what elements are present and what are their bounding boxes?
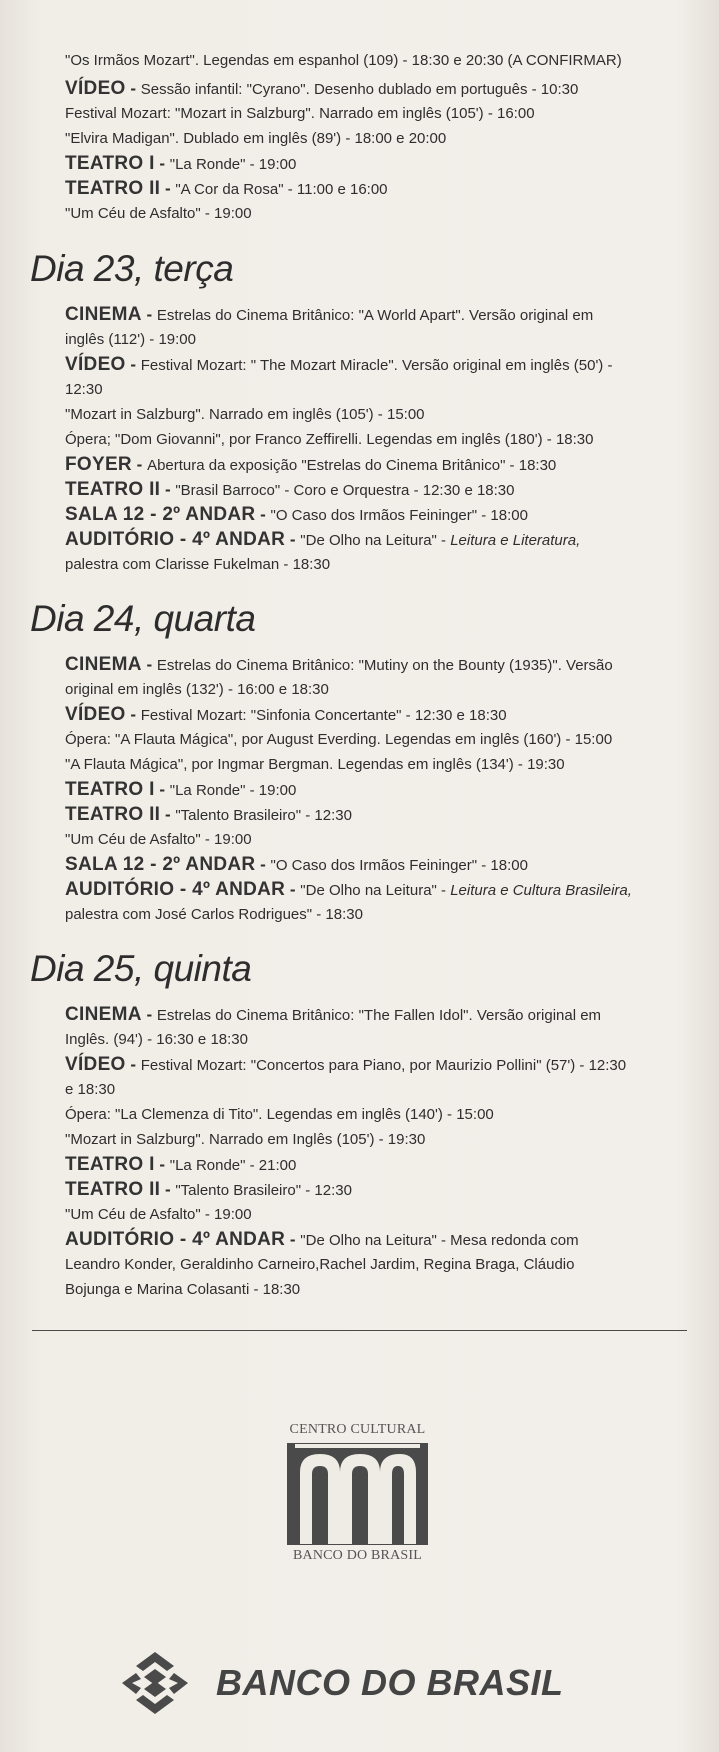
venue-heading: SALA 12 - 2º ANDAR [65, 854, 256, 875]
listing-line: TEATRO II - "Talento Brasileiro" - 12:30 [65, 1179, 352, 1200]
listing-line: TEATRO I - "La Ronde" - 19:00 [65, 153, 297, 174]
listing-line: AUDITÓRIO - 4º ANDAR - "De Olho na Leitura" - Leitura e Cultura Brasileira, [65, 879, 632, 900]
listing-line: "Mozart in Salzburg". Narrado em inglês (105') - 15:00 [65, 406, 425, 423]
venue-heading: AUDITÓRIO - 4º ANDAR [65, 879, 286, 900]
venue-heading: VÍDEO [65, 704, 126, 725]
venue-heading: TEATRO II [65, 804, 161, 825]
listing-line: "A Flauta Mágica", por Ingmar Bergman. Legendas em inglês (134') - 19:30 [65, 756, 565, 773]
listing-line: Festival Mozart: "Mozart in Salzburg". Narrado em inglês (105') - 16:00 [65, 105, 535, 122]
venue-heading: SALA 12 - 2º ANDAR [65, 504, 256, 525]
listing-line: VÍDEO - Festival Mozart: " The Mozart Miracle". Versão original em inglês (50') - [65, 354, 613, 375]
venue-heading: FOYER [65, 454, 132, 475]
listing-line: Leandro Konder, Geraldinho Carneiro,Rachel Jardim, Regina Braga, Cláudio [65, 1256, 575, 1273]
ccbb-logo-top-text: CENTRO CULTURAL [289, 1422, 426, 1437]
listing-line: e 18:30 [65, 1081, 116, 1098]
venue-heading: TEATRO II [65, 479, 161, 500]
listing-line: "Um Céu de Asfalto" - 19:00 [65, 205, 252, 222]
listing-line: VÍDEO - Festival Mozart: "Sinfonia Concertante" - 12:30 e 18:30 [65, 704, 507, 725]
listing-line: "Um Céu de Asfalto" - 19:00 [65, 1206, 252, 1223]
listing-line: palestra com Clarisse Fukelman - 18:30 [65, 556, 331, 573]
day-heading-25: Dia 25, quinta [30, 948, 252, 989]
venue-heading: TEATRO I [65, 153, 155, 174]
listing-line: TEATRO II - "Brasil Barroco" - Coro e Orquestra - 12:30 e 18:30 [65, 479, 515, 500]
listing-line: TEATRO I - "La Ronde" - 19:00 [65, 779, 297, 800]
listing-line: VÍDEO - Sessão infantil: "Cyrano". Desenho dublado em português - 10:30 [65, 78, 579, 99]
listing-line: Inglês. (94') - 16:30 e 18:30 [65, 1031, 248, 1048]
venue-heading: CINEMA [65, 654, 142, 675]
venue-heading: VÍDEO [65, 354, 126, 375]
listing-line: SALA 12 - 2º ANDAR - "O Caso dos Irmãos Feininger" - 18:00 [65, 854, 528, 875]
listing-line: CINEMA - Estrelas do Cinema Britânico: "The Fallen Idol". Versão original em [65, 1004, 602, 1025]
venue-heading: VÍDEO [65, 1054, 126, 1075]
brand-name: BANCO DO BRASIL [216, 1662, 564, 1703]
listing-line: "Mozart in Salzburg". Narrado em Inglês (105') - 19:30 [65, 1131, 426, 1148]
ccbb-logo-bottom-text: BANCO DO BRASIL [292, 1548, 422, 1563]
listing-line: Bojunga e Marina Colasanti - 18:30 [65, 1281, 301, 1298]
venue-heading: TEATRO I [65, 1154, 155, 1175]
ccbb-logo [286, 1422, 429, 1572]
divider-rule [32, 1330, 687, 1331]
listing-line: VÍDEO - Festival Mozart: "Concertos para Piano, por Maurizio Pollini" (57') - 12:30 [65, 1054, 627, 1075]
listing-line: TEATRO II - "A Cor da Rosa" - 11:00 e 16:00 [65, 178, 388, 199]
venue-heading: AUDITÓRIO - 4º ANDAR [65, 529, 286, 550]
ccbb-columns-icon [286, 1442, 429, 1546]
listing-line: SALA 12 - 2º ANDAR - "O Caso dos Irmãos Feininger" - 18:00 [65, 504, 528, 525]
listing-line: "Os Irmãos Mozart". Legendas em espanhol (109) - 18:30 e 20:30 (A CONFIRMAR) [65, 52, 622, 69]
venue-heading: TEATRO II [65, 1179, 161, 1200]
venue-heading: TEATRO I [65, 779, 155, 800]
listing-line: original em inglês (132') - 16:00 e 18:30 [65, 681, 329, 698]
venue-heading: TEATRO II [65, 178, 161, 199]
venue-heading: AUDITÓRIO - 4º ANDAR [65, 1229, 286, 1250]
venue-heading: CINEMA [65, 304, 142, 325]
listing-line: 12:30 [65, 381, 103, 398]
listing-line: "Elvira Madigan". Dublado em inglês (89') - 18:00 e 20:00 [65, 130, 447, 147]
listing-line: TEATRO II - "Talento Brasileiro" - 12:30 [65, 804, 352, 825]
listing-line: TEATRO I - "La Ronde" - 21:00 [65, 1154, 297, 1175]
venue-heading: CINEMA [65, 1004, 142, 1025]
banco-do-brasil-logo [120, 1650, 610, 1720]
listing-line: Ópera: "La Clemenza di Tito". Legendas em inglês (140') - 15:00 [65, 1106, 494, 1123]
listing-line: Ópera; "Dom Giovanni", por Franco Zeffirelli. Legendas em inglês (180') - 18:30 [65, 431, 594, 448]
listing-line: AUDITÓRIO - 4º ANDAR - "De Olho na Leitura" - Leitura e Literatura, [65, 529, 581, 550]
listing-line: "Um Céu de Asfalto" - 19:00 [65, 831, 252, 848]
listing-line: AUDITÓRIO - 4º ANDAR - "De Olho na Leitura" - Mesa redonda com [65, 1229, 579, 1250]
day-heading-23: Dia 23, terça [30, 248, 234, 289]
listing-line: CINEMA - Estrelas do Cinema Britânico: "Mutiny on the Bounty (1935)". Versão [65, 654, 613, 675]
listing-line: CINEMA - Estrelas do Cinema Britânico: "A World Apart". Versão original em [65, 304, 594, 325]
listing-line: inglês (112') - 19:00 [65, 331, 196, 348]
listing-line: palestra com José Carlos Rodrigues" - 18:30 [65, 906, 363, 923]
day-heading-24: Dia 24, quarta [30, 598, 256, 639]
bb-symbol-icon [120, 1650, 190, 1716]
listing-line: FOYER - Abertura da exposição "Estrelas do Cinema Britânico" - 18:30 [65, 454, 557, 475]
listing-line: Ópera: "A Flauta Mágica", por August Everding. Legendas em inglês (160') - 15:00 [65, 731, 613, 748]
venue-heading: VÍDEO [65, 78, 126, 99]
